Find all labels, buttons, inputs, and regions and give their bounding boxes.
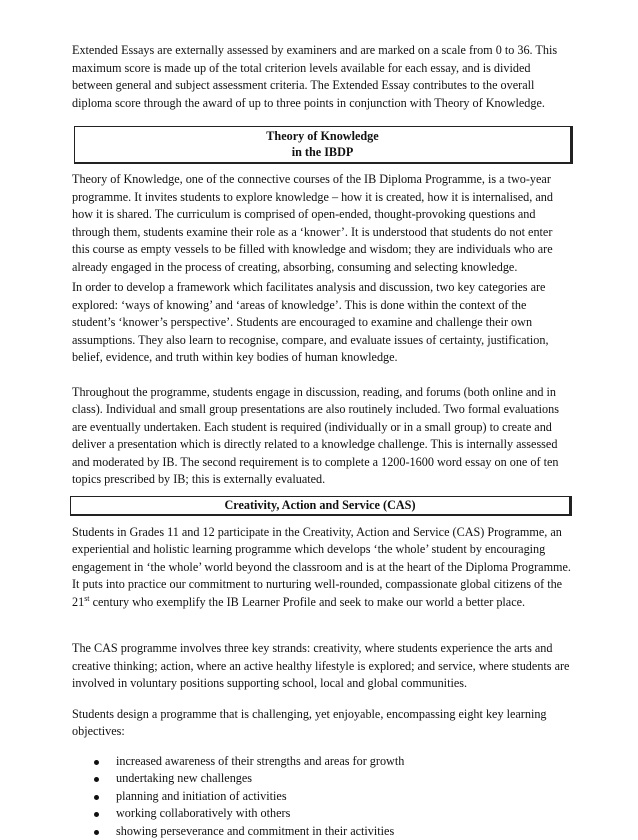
tok-heading-line-1: Theory of Knowledge [75,128,570,144]
list-item: working collaboratively with others [72,805,572,823]
bullet-icon [94,830,99,835]
cas-paragraph-1 [72,524,572,612]
list-item: showing perseverance and commitment in their activities [72,823,572,840]
bullet-icon [94,795,99,800]
tok-paragraph-3: Throughout the programme, students engage in discussion, reading, and forums (both online and in class). Individual and small group presentations are also routinely included. Two formal evaluations are eventually undertaken. Each student is required (individually or in a small group) to create and deliver a presentation which is directly related to a knowledge challenge. This is internally assessed and moderated by IB. The second requirement is to complete a 1200-1600 word essay on one of ten topics prescribed by IB; this is externally evaluated. [72,384,572,489]
tok-paragraph-2: In order to develop a framework which facilitates analysis and discussion, two key categories are explored: ‘ways of knowing’ and ‘areas of knowledge’. This is done within the context of the student’s ‘knower’s perspective’. Students are encouraged to examine and challenge their own assumptions. They also learn to recognise, compare, and evaluate issues of certainty, justification, belief, evidence, and truth within key bodies of human knowledge. [72,279,572,367]
ordinal-suffix: st [84,593,89,602]
bullet-icon [94,760,99,765]
learning-objectives-list [72,753,572,840]
tok-heading-line-2: in the IBDP [75,144,570,160]
cas-paragraph-1-text-end: century who exemplify the IB Learner Profile and seek to make our world a better place. [90,595,526,609]
bullet-icon [94,777,99,782]
cas-paragraph-3: Students design a programme that is challenging, yet enjoyable, encompassing eight key learning objectives: [72,706,572,741]
bullet-icon [94,812,99,817]
cas-paragraph-2: The CAS programme involves three key strands: creativity, where students experience the arts and creative thinking; action, where an active healthy lifestyle is explored; and service, where students are involved in voluntary positions supporting school, local and global communities. [72,640,572,693]
document-page [72,42,572,840]
cas-paragraph-1-text: Students in Grades 11 and 12 participate in the Creativity, Action and Service (CAS) Programme, an experiential and holistic learning programme which develops ‘the whole’ student by encouraging engagement in ‘the whole’ world beyond the classroom and is at the heart of the Diploma Programme. It puts into practice our commitment to nurturing well-rounded, compassionate global citizens of the 21 [72,525,571,609]
tok-heading-box [74,126,573,164]
list-item: planning and initiation of activities [72,788,572,806]
tok-paragraph-1: Theory of Knowledge, one of the connective courses of the IB Diploma Programme, is a two-year programme. It invites students to explore knowledge – how it is created, how it is internalised, and how it is shared. The curriculum is comprised of open-ended, thought-provoking questions and through them, students examine their role as a ‘knower’. It is understood that students do not enter this course as empty vessels to be filled with knowledge and wisdom; they are individuals who are already engaged in the process of creating, absorbing, consuming and selecting knowledge. [72,171,572,276]
extended-essay-paragraph: Extended Essays are externally assessed by examiners and are marked on a scale from 0 to 36. This maximum score is made up of the total criterion levels available for each essay, and is divided between general and subject assessment criteria. The Extended Essay contributes to the overall diploma score through the award of up to three points in conjunction with Theory of Knowledge. [72,42,572,126]
list-item: undertaking new challenges [72,770,572,788]
cas-heading-box [70,496,572,516]
list-item: increased awareness of their strengths and areas for growth [72,753,572,771]
cas-heading: Creativity, Action and Service (CAS) [224,498,415,512]
